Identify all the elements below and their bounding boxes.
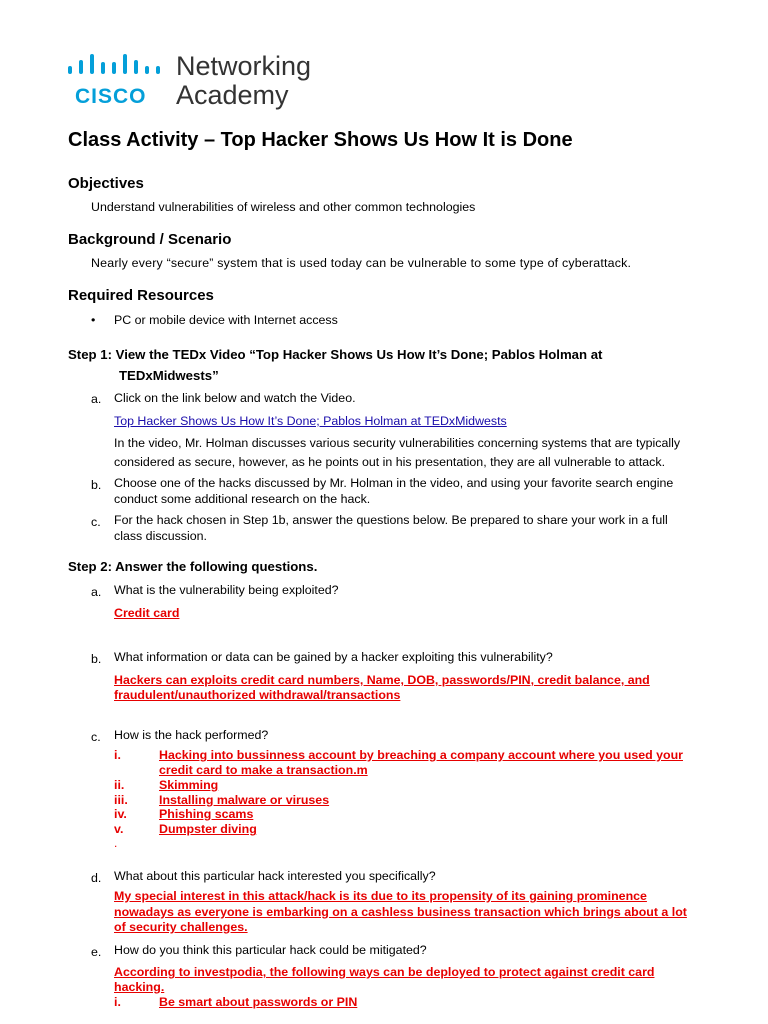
q-c-question: How is the hack performed? xyxy=(114,728,269,742)
list-number: v. xyxy=(114,822,124,836)
step1-b-label: b. xyxy=(91,478,102,492)
q-b-answer-line2: fraudulent/unauthorized withdrawal/transactions xyxy=(114,688,401,702)
list-item-text: Skimming xyxy=(159,778,219,792)
step1-b-line1: Choose one of the hacks discussed by Mr. Holman in the video, and using your favorite search engine xyxy=(114,476,674,490)
step2-heading: Step 2: Answer the following questions. xyxy=(68,559,318,574)
q-b-question: What information or data can be gained by a hacker exploiting this vulnerability? xyxy=(114,650,553,664)
q-d-label: d. xyxy=(91,871,102,885)
cisco-wordmark: CISCO xyxy=(75,85,147,108)
logo-line-academy: Academy xyxy=(176,80,289,110)
step1-a-text: Click on the link below and watch the Video. xyxy=(114,391,356,405)
q-d-answer-line2: nowadays as everyone is embarking on a cashless business transaction which brings about a lot xyxy=(114,905,687,919)
list-item-text: Phishing scams xyxy=(159,807,254,821)
q-a-answer: Credit card xyxy=(114,606,180,620)
list-number: i. xyxy=(114,995,121,1009)
q-b-answer-line1: Hackers can exploits credit card numbers, Name, DOB, passwords/PIN, credit balance, and xyxy=(114,673,650,687)
q-d-answer-line1: My special interest in this attack/hack is its due to its propensity of its gaining prominence xyxy=(114,889,647,903)
list-item-text: Dumpster diving xyxy=(159,822,257,836)
step1-c-label: c. xyxy=(91,515,101,529)
resources-item: PC or mobile device with Internet access xyxy=(114,313,338,327)
step1-c-line2: class discussion. xyxy=(114,529,207,543)
list-item-text: credit card to make a transaction.m xyxy=(159,763,368,777)
cisco-bridge-icon xyxy=(66,50,166,80)
list-item-text: Be smart about passwords or PIN xyxy=(159,995,358,1009)
q-a-question: What is the vulnerability being exploited? xyxy=(114,583,339,597)
objectives-heading: Objectives xyxy=(68,175,144,192)
step1-heading-line2: TEDxMidwests” xyxy=(119,368,219,383)
list-number: iv. xyxy=(114,807,127,821)
q-a-label: a. xyxy=(91,585,102,599)
q-b-label: b. xyxy=(91,652,102,666)
list-number: iii. xyxy=(114,793,128,807)
q-e-answer-line1: According to investpodia, the following ways can be deployed to protect against credit card xyxy=(114,965,655,979)
step1-heading-line1: Step 1: View the TEDx Video “Top Hacker Shows Us How It’s Done; Pablos Holman at xyxy=(68,347,603,362)
q-d-question: What about this particular hack interested you specifically? xyxy=(114,869,436,883)
step1-para-line1: In the video, Mr. Holman discusses various security vulnerabilities concerning systems that are typically xyxy=(114,436,681,450)
q-d-answer-line3: of security challenges. xyxy=(114,920,248,934)
list-number: ii. xyxy=(114,778,125,792)
step1-a-label: a. xyxy=(91,392,102,406)
list-item-text: Installing malware or viruses xyxy=(159,793,330,807)
q-e-answer-line2: hacking. xyxy=(114,980,165,994)
list-item-text: Hacking into bussinness account by breaching a company account where you used your xyxy=(159,748,683,762)
list-number: i. xyxy=(114,748,121,762)
q-e-question: How do you think this particular hack could be mitigated? xyxy=(114,943,427,957)
step1-para-line2: considered as secure, however, as he points out in his presentation, they are all vulnerable to attack. xyxy=(114,455,666,469)
objectives-text: Understand vulnerabilities of wireless and other common technologies xyxy=(91,200,476,214)
step1-c-line1: For the hack chosen in Step 1b, answer the questions below. Be prepared to share your work in a full xyxy=(114,513,668,527)
tedx-video-link[interactable]: Top Hacker Shows Us How It’s Done; Pablos Holman at TEDxMidwests xyxy=(114,414,507,428)
background-text: Nearly every “secure” system that is used today can be vulnerable to some type of cyberattack. xyxy=(91,256,632,270)
step1-b-line2: conduct some additional research on the hack. xyxy=(114,492,371,506)
resources-heading: Required Resources xyxy=(68,287,214,304)
background-heading: Background / Scenario xyxy=(68,231,232,248)
resources-bullet: • xyxy=(91,313,96,327)
logo-line-networking: Networking xyxy=(176,51,312,81)
q-e-label: e. xyxy=(91,945,102,959)
cisco-networking-academy-logo xyxy=(66,50,326,110)
q-c-label: c. xyxy=(91,730,101,744)
page-title: Class Activity – Top Hacker Shows Us How It is Done xyxy=(68,129,573,151)
trailing-dot: . xyxy=(114,836,118,850)
